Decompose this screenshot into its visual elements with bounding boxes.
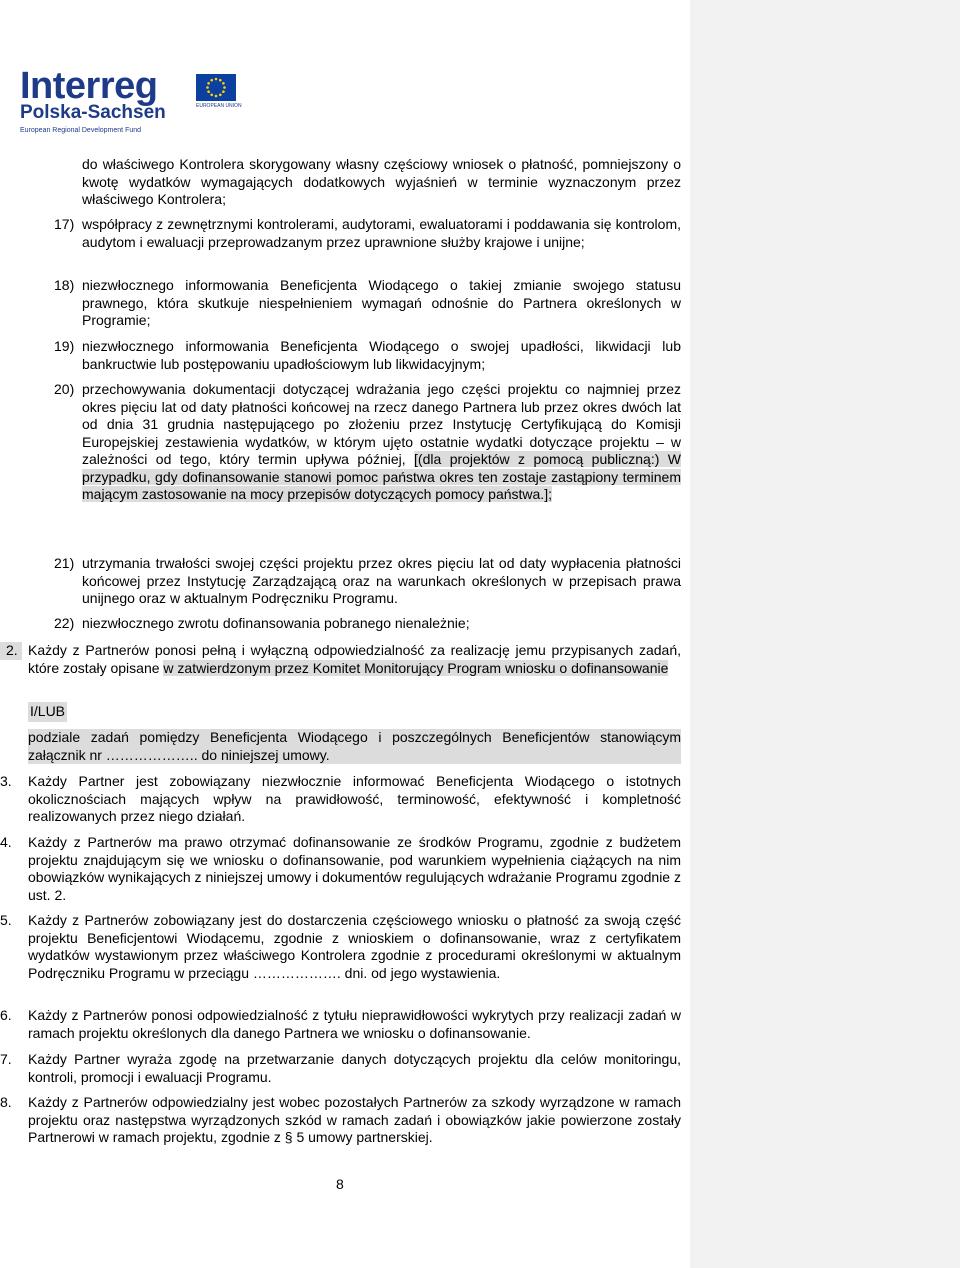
section-2-text bbox=[28, 642, 681, 677]
item-17-text: współpracy z zewnętrznymi kontrolerami, audytorami, ewaluatorami i poddawania się kontrolom, audytom i ewaluacji przeprowadzanym przez uprawnione służby krajowe i unijne; bbox=[82, 216, 681, 250]
eu-flag-icon bbox=[196, 74, 236, 101]
section-6-number: 6. bbox=[0, 1007, 12, 1023]
section-2-option-b: podziale zadań pomiędzy Beneficjenta Wiodącego i poszczególnych Beneficjentów stanowiącym załącznik nr ……………….. do niniejszej umowy. bbox=[28, 729, 681, 763]
comment-sidebar bbox=[690, 0, 960, 1268]
interreg-logo bbox=[20, 65, 242, 144]
section-8-number: 8. bbox=[0, 1094, 12, 1110]
section-5-number: 5. bbox=[0, 912, 12, 928]
section-2-number: 2. bbox=[0, 642, 22, 660]
item-22-text: niezwłocznego zwrotu dofinansowania pobranego nienależnie; bbox=[82, 615, 470, 631]
item-20-public-aid-note: [(dla projektów z pomocą publiczną:) W przypadku, gdy dofinansowanie stanowi pomoc państwa okres ten zostaje zastąpiony terminem mającym zastosowanie na mocy przepisów dotyczących pomocy państwa.]; bbox=[82, 451, 681, 502]
item-19-text: niezwłocznego informowania Beneficjenta Wiodącego o swojej upadłości, likwidacji lub bankructwie lub postępowaniu upadłościowym lub likwidacyjnym; bbox=[82, 338, 681, 372]
logo-brand: Interreg bbox=[20, 65, 158, 107]
logo-fund: European Regional Development Fund bbox=[20, 127, 142, 134]
section-6-text: Każdy z Partnerów ponosi odpowiedzialność z tytułu nieprawidłowości wykrytych przy realizacji zadań w ramach projektu określonych dla danego Partnera we wniosku o dofinansowanie. bbox=[28, 1007, 681, 1041]
section-7-number: 7. bbox=[0, 1051, 12, 1067]
item-18-text: niezwłocznego informowania Beneficjenta Wiodącego o takiej zmianie swojego statusu prawnego, która skutkuje niespełnieniem wymagań odnośnie do Partnera określonych w Programie; bbox=[82, 277, 681, 328]
section-3-text: Każdy Partner jest zobowiązany niezwłocznie informować Beneficjenta Wiodącego o istotnych okolicznościach mających wpływ na prawidłowość, terminowość, efektywność i kompletność realizowanych przez niego działań. bbox=[28, 773, 681, 824]
item-16-continuation: do właściwego Kontrolera skorygowany własny częściowy wniosek o płatność, pomniejszony o kwotę wydatków wymagających dodatkowych wyjaśnień w terminie wyznaczonym przez właściwego Kontrolera; bbox=[82, 156, 681, 207]
item-19-number: 19) bbox=[54, 338, 75, 354]
item-21-text: utrzymania trwałości swojej części projektu przez okres pięciu lat od daty wypłacenia płatności końcowej przez Instytucję Zarządzającą oraz na warunkach określonych w przepisach prawa unijnego oraz w aktualnym Podręczniku Programu. bbox=[82, 555, 681, 606]
section-4-text: Każdy z Partnerów ma prawo otrzymać dofinansowanie ze środków Programu, zgodnie z budżetem projektu znajdującym się we wniosku o dofinansowanie, pod warunkiem wypełnienia ciążących na nim obowiązków wynikających z niniejszej umowy i dokumentów regulujących wdrażanie Programu zgodnie z ust. 2. bbox=[28, 834, 681, 903]
page-number: 8 bbox=[336, 1176, 344, 1192]
section-7-text: Każdy Partner wyraża zgodę na przetwarzanie danych dotyczących projektu dla celów monitoringu, kontroli, promocji i ewaluacji Programu. bbox=[28, 1051, 681, 1085]
item-17-number: 17) bbox=[54, 216, 75, 232]
section-4-number: 4. bbox=[0, 834, 12, 850]
section-8-text: Każdy z Partnerów odpowiedzialny jest wobec pozostałych Partnerów za szkody wyrządzone w ramach projektu oraz następstwa wyrządzonych szkód w ramach zadań i obowiązków jakie powierzone zostały Partnerowi w ramach projektu, zgodnie z § 5 umowy partnerskiej. bbox=[28, 1094, 681, 1145]
section-2-or-label: I/LUB bbox=[28, 702, 67, 722]
item-22-number: 22) bbox=[54, 615, 75, 631]
item-18-number: 18) bbox=[54, 277, 75, 293]
item-20-number: 20) bbox=[54, 381, 75, 397]
eu-label: EUROPEAN UNION bbox=[196, 103, 242, 109]
item-20-text-main: przechowywania dokumentacji dotyczącej wdrażania jego części projektu co najmniej przez okres pięciu lat od daty płatności końcowej na rzecz danego Partnera lub przez okres dwóch lat od dnia 31 grudnia następującego po złożeniu przez Instytucję Certyfikującą do Komisji Europejskiej zestawienia wydatków, w którym ujęto ostatnie wydatki dotyczące projektu – w zależności od tego, który termin upływa później, bbox=[82, 381, 681, 467]
section-2-text-main: Każdy z Partnerów ponosi pełną i wyłączną odpowiedzialność za realizację jemu przypisanych zadań, które zostały opisane bbox=[28, 642, 681, 676]
section-3-number: 3. bbox=[0, 773, 12, 789]
section-5-text: Każdy z Partnerów zobowiązany jest do dostarczenia częściowego wniosku o płatność za swoją część projektu Beneficjentowi Wiodącemu, zgodnie z wnioskiem o dofinansowanie, wraz z certyfikatem wydatków wystawionym przez właściwego Kontrolera zgodnie z procedurami określonymi w aktualnym Podręczniku Programu w przeciągu ………………. dni. od jego wystawienia. bbox=[28, 912, 681, 981]
section-2-option-a: w zatwierdzonym przez Komitet Monitorujący Program wniosku o dofinansowanie bbox=[163, 659, 669, 676]
item-21-number: 21) bbox=[54, 555, 75, 571]
logo-program: Polska-Sachsen bbox=[20, 102, 166, 123]
item-20-text bbox=[82, 381, 681, 504]
